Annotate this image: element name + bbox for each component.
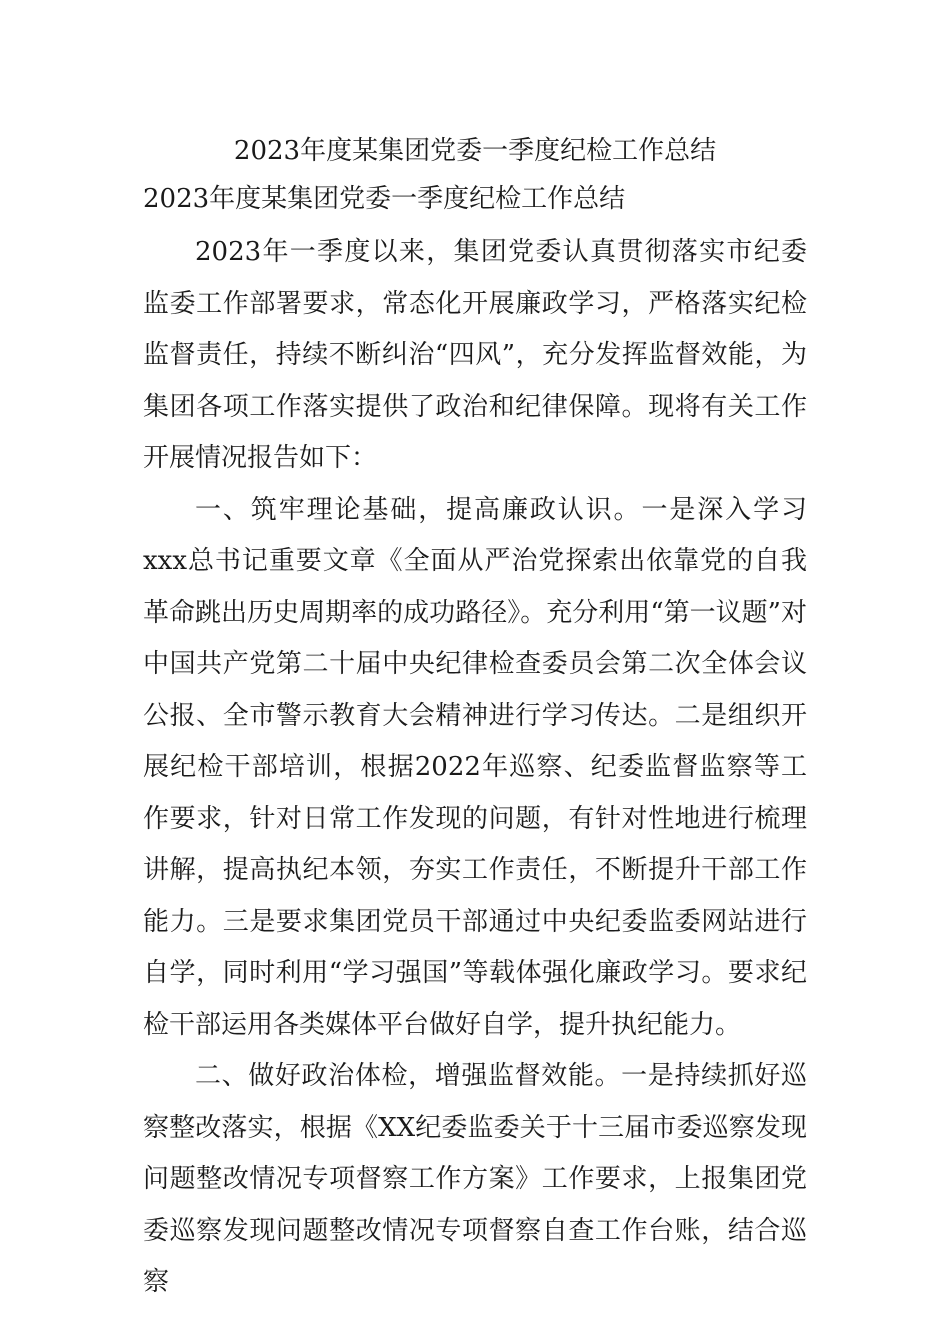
paragraph-intro: 2023年一季度以来，集团党委认真贯彻落实市纪委监委工作部署要求，常态化开展廉政学习，严格落实纪检监督责任，持续不断纠治“四风”，充分发挥监督效能，为集团各项工作落实提供了政治和纪律保障。现将有关工作开展情况报告如下： xyxy=(143,237,807,473)
paragraph-section-1: 一、筑牢理论基础，提高廉政认识。一是深入学习xxx总书记重要文章《全面从严治党探索出依靠党的自我革命跳出历史周期率的成功路径》。充分利用“第一议题”对中国共产党第二十届中央纪律检查委员会第二次全体会议公报、全市警示教育大会精神进行学习传达。二是组织开展纪检干部培训，根据2022年巡察、纪委监督监察等工作要求，针对日常工作发现的问题，有针对性地进行梳理讲解，提高执纪本领，夯实工作责任，不断提升干部工作能力。三是要求集团党员干部通过中央纪委监委网站进行自学，同时利用“学习强国”等载体强化廉政学习。要求纪检干部运用各类媒体平台做好自学，提升执纪能力。 xyxy=(143,494,807,1040)
paragraph-section-2: 二、做好政治体检，增强监督效能。一是持续抓好巡察整改落实，根据《XX纪委监委关于十三届市委巡察发现问题整改情况专项督察工作方案》工作要求，上报集团党委巡察发现问题整改情况专项督察自查工作台账，结合巡察 xyxy=(143,1061,807,1297)
document-subtitle: 2023年度某集团党委一季度纪检工作总结 xyxy=(143,184,626,214)
document-title: 2023年度某集团党委一季度纪检工作总结 xyxy=(233,136,717,166)
document-body xyxy=(143,227,807,1309)
